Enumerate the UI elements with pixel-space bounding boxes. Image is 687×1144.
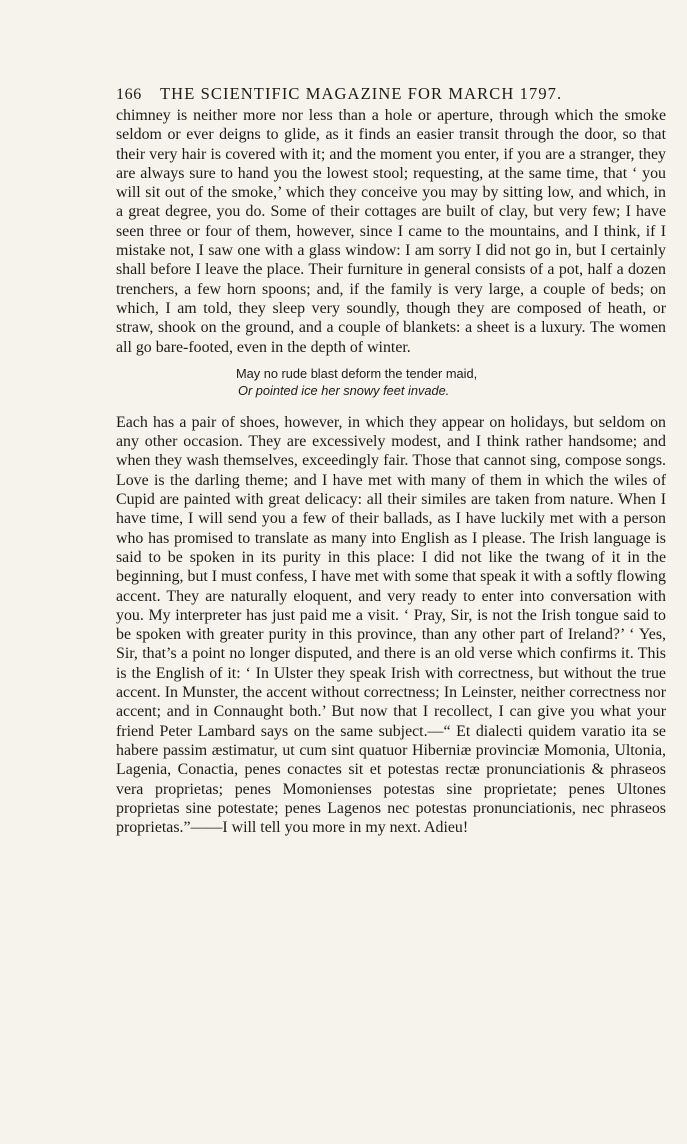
page-title: THE SCIENTIFIC MAGAZINE FOR MARCH 1797. <box>160 84 563 103</box>
page-number: 166 <box>116 86 142 103</box>
verse-line-1: May no rude blast deform the tender maid, <box>236 365 478 381</box>
verse-quotation <box>236 365 666 399</box>
page <box>116 84 666 837</box>
running-head <box>116 84 666 104</box>
paragraph-2: Each has a pair of shoes, however, in which they appear on holidays, but seldom on any other occasion. They are excessively modest, and I think rather handsome; and when they wash themselves, exceedingly fair. Those that cannot sing, compose songs. Love is the darling theme; and I have met with many of them in which the wiles of Cupid are painted with great delicacy: all their similes are taken from nature. When I have time, I will send you a few of their ballads, as I have luckily met with a person who has promised to translate as many into English as I please. The Irish language is said to be spoken in its purity in this place: I did not like the twang of it in the beginning, but I must confess, I have met with some that speak it with a softly flowing accent. They are naturally eloquent, and very ready to enter into conversation with you. My interpreter has just paid me a visit. ‘ Pray, Sir, is not the Irish tongue said to be spoken with greater purity in this province, than any other part of Ireland?’ ‘ Yes, Sir, that’s a point no longer disputed, and there is an old verse which confirms it. This is the English of it: ‘ In Ulster they speak Irish with correctness, but without the true accent. In Munster, the accent without correctness; In Leinster, neither correctness nor accent; and in Connaught both.’ But now that I recollect, I can give you what your friend Peter Lambard says on the same subject.—“ Et dialecti quidem varatio ita se habere passim æstimatur, ut cum sint quatuor Hiberniæ provinciæ Momonia, Ultonia, Lagenia, Conactia, penes conactes sit et potestas rectæ pronunciationis & phraseos vera proprietas; penes Momonienses potestas sine proprietate; penes Ultones proprietas sine potestate; penes Lagenos nec potestas pronunciationis, nec phraseos proprietas.”——I will tell you more in my next. Adieu! <box>116 413 666 837</box>
verse-line-2: Or pointed ice her snowy feet invade. <box>238 382 450 398</box>
paragraph-1: chimney is neither more nor less than a hole or aperture, through which the smoke seldom or ever deigns to glide, as it finds an easier transit through the door, so that their very hair is covered with it; and the moment you enter, if you are a stranger, they are always sure to hand you the lowest stool; requesting, at the same time, that ‘ you will sit out of the smoke,’ which they conceive you may by sitting low, and which, in a great degree, you do. Some of their cottages are built of clay, but very few; I have seen three or four of them, however, since I came to the mountains, and I think, if I mistake not, I saw one with a glass window: I am sorry I did not go in, but I certainly shall before I leave the place. Their furniture in general consists of a pot, half a dozen trenchers, a few horn spoons; and, if the family is very large, a couple of beds; on which, I am told, they sleep very soundly, though they are composed of heath, or straw, shook on the ground, and a couple of blankets: a sheet is a luxury. The women all go bare-footed, even in the depth of winter. <box>116 107 666 356</box>
